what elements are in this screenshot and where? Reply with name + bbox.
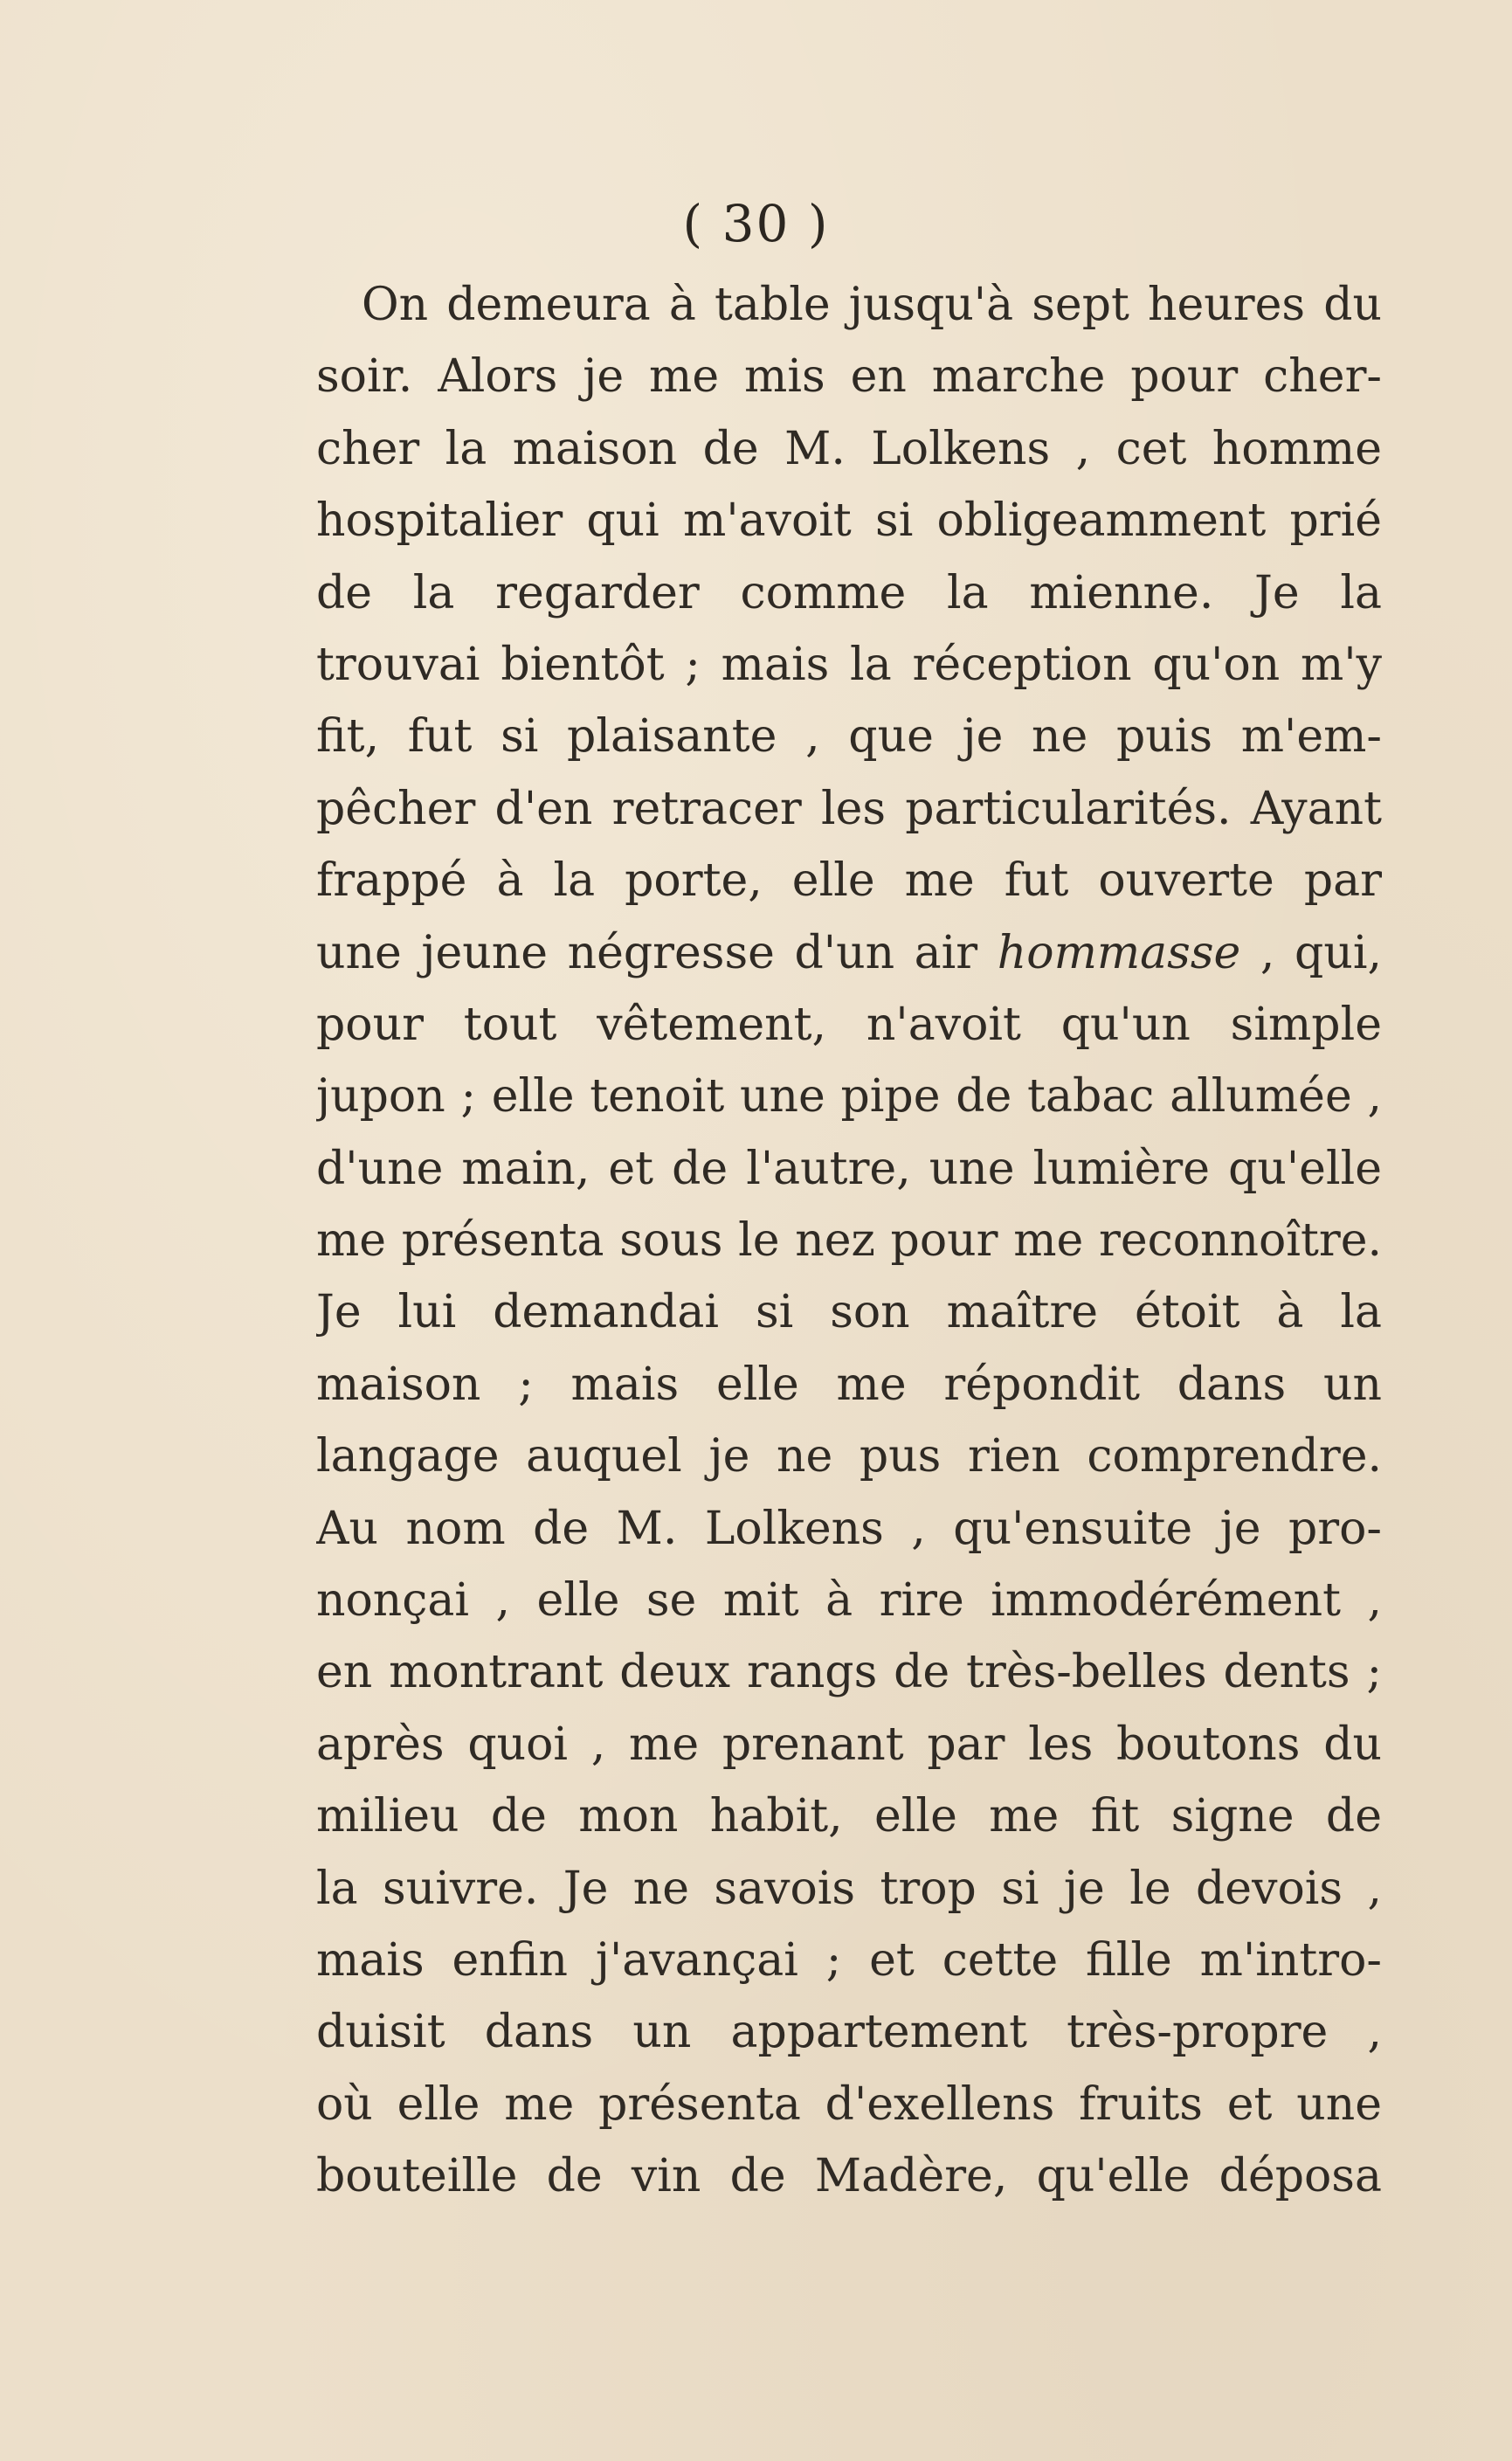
text-line: de la regarder comme la mienne. Je la xyxy=(316,566,1382,619)
text-line: langage auquel je ne pus rien comprendre. xyxy=(316,1430,1382,1483)
text-line: frappé à la porte, elle me fut ouverte par xyxy=(316,854,1382,908)
text-line-pre: une jeune négresse d'un air xyxy=(316,926,998,979)
text-line xyxy=(316,917,1382,989)
text-line: Au nom de M. Lolkens , qu'ensuite je pro- xyxy=(316,1502,1382,1555)
text-line: duisit dans un appartement très-propre , xyxy=(316,2006,1382,2059)
text-line: soir. Alors je me mis en marche pour cher- xyxy=(316,350,1382,404)
text-line: nonçai , elle se mit à rire immodérément , xyxy=(316,1574,1382,1628)
text-line: On demeura à table jusqu'à sept heures du xyxy=(362,279,1382,331)
text-line: mais enfin j'avançai ; et cette fille m'intro- xyxy=(316,1933,1382,1987)
text-line: jupon ; elle tenoit une pipe de tabac allumée , xyxy=(316,1070,1382,1123)
text-line: milieu de mon habit, elle me fit signe de xyxy=(316,1790,1382,1843)
page-number: ( 30 ) xyxy=(682,194,830,253)
text-line: après quoi , me prenant par les boutons du xyxy=(316,1718,1382,1771)
text-line: hospitalier qui m'avoit si obligeamment prié xyxy=(316,494,1382,548)
text-line: la suivre. Je ne savois trop si je le devois , xyxy=(316,1862,1382,1915)
text-line: d'une main, et de l'autre, une lumière qu'elle xyxy=(316,1142,1382,1195)
text-line: où elle me présenta d'exellens fruits et une xyxy=(316,2077,1382,2131)
text-line: pêcher d'en retracer les particularités. Ayant xyxy=(316,782,1382,835)
text-line: Je lui demandai si son maître étoit à la xyxy=(316,1286,1382,1339)
body-text xyxy=(316,269,1382,2213)
text-line-post: , qui, xyxy=(1240,926,1382,979)
text-line: cher la maison de M. Lolkens , cet homme xyxy=(316,422,1382,475)
italic-word: hommasse xyxy=(997,926,1241,979)
text-line: bouteille de vin de Madère, qu'elle déposa xyxy=(316,2150,1382,2203)
text-line: trouvai bientôt ; mais la réception qu'on m'y xyxy=(316,638,1382,691)
text-line: fit, fut si plaisante , que je ne puis m'em- xyxy=(316,710,1382,764)
text-line: en montrant deux rangs de très-belles dents ; xyxy=(316,1646,1382,1699)
text-line: maison ; mais elle me répondit dans un xyxy=(316,1358,1382,1411)
text-line: pour tout vêtement, n'avoit qu'un simple xyxy=(316,998,1382,1051)
text-line: me présenta sous le nez pour me reconnoître. xyxy=(316,1214,1382,1268)
